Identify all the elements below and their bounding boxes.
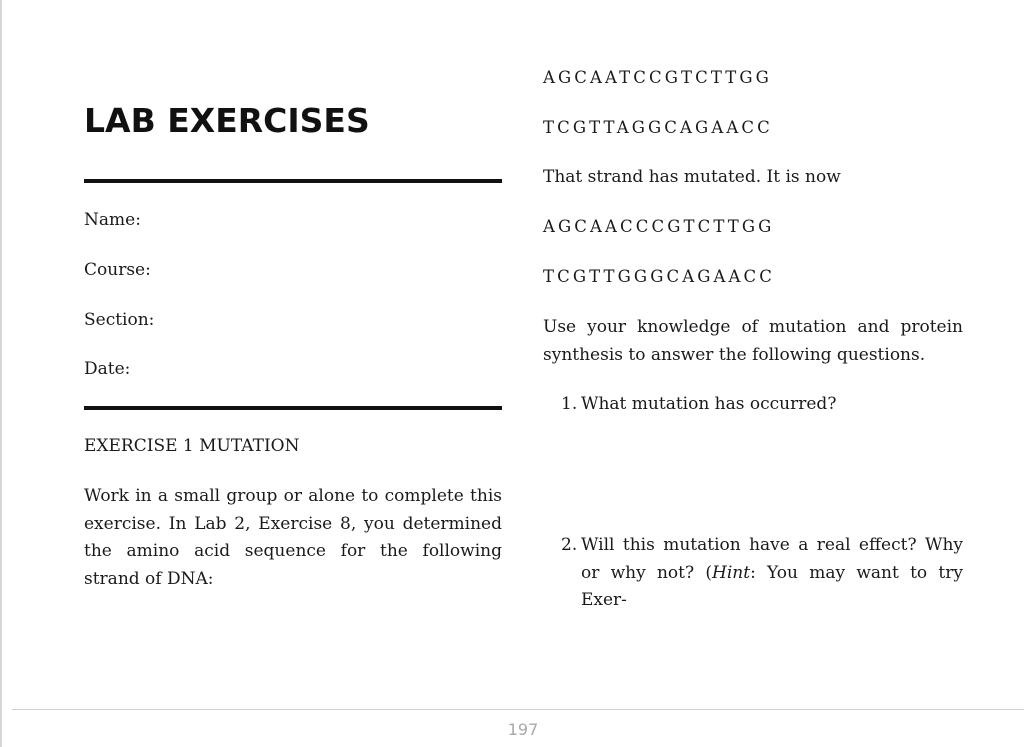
bottom-divider — [84, 406, 502, 410]
question-number: 2. — [561, 535, 578, 555]
question-text: What mutation has occurred? — [581, 394, 837, 414]
mutated-intro: That strand has mutated. It is now — [543, 167, 841, 187]
hint-label: Hint — [712, 562, 751, 583]
question-text-after: : You may want to try Exer- — [581, 562, 963, 610]
top-divider — [84, 179, 502, 183]
question-text — [581, 532, 963, 615]
course-field-label: Course: — [84, 260, 151, 280]
section-field-label: Section: — [84, 310, 155, 330]
page-number: 197 — [507, 720, 539, 739]
instructions-paragraph: Use your knowledge of mutation and protein synthesis to answer the following questions. — [543, 317, 963, 365]
page-left-border — [0, 0, 2, 747]
name-field-label: Name: — [84, 210, 141, 230]
question-1 — [561, 391, 963, 419]
page-title: LAB EXERCISES — [84, 101, 370, 140]
question-text-before: Will this mutation have a real effect? Why or why not? ( — [581, 535, 963, 583]
mutated-strand-line-2: TCGTTGGGCAGAACC — [543, 267, 775, 286]
mutated-strand-line-1: AGCAACCCGTCTTGG — [543, 217, 775, 236]
exercise-title: EXERCISE 1 MUTATION — [84, 436, 300, 456]
exercise-body: Work in a small group or alone to complete this exercise. In Lab 2, Exercise 8, you determined the amino acid sequence for the following strand of DNA: — [84, 486, 502, 589]
footer-divider — [12, 709, 1024, 710]
question-2 — [561, 532, 963, 615]
question-number: 1. — [561, 394, 578, 414]
original-strand-line-2: TCGTTAGGCAGAACC — [543, 118, 773, 137]
date-field-label: Date: — [84, 359, 131, 379]
original-strand-line-1: AGCAATCCGTCTTGG — [543, 68, 772, 87]
